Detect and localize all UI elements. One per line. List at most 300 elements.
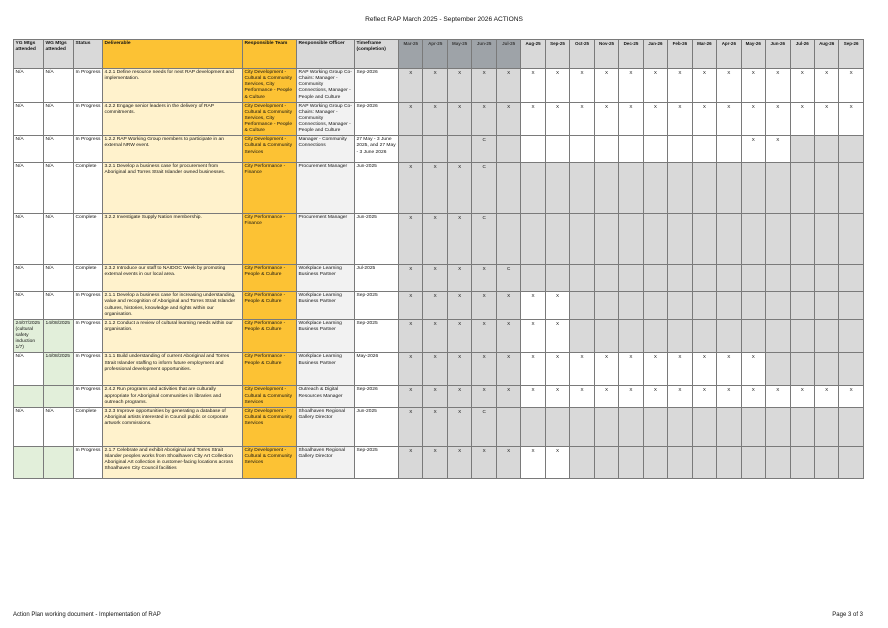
month-status-cell: X — [594, 386, 618, 407]
month-status-cell — [814, 292, 838, 320]
month-status-cell: X — [521, 292, 545, 320]
responsible-officer-cell: Workplace Learning Business Partner — [297, 265, 355, 292]
wg-mtgs-cell: N/A — [44, 69, 74, 103]
month-status-cell: X — [717, 386, 741, 407]
timeframe-cell: 27 May - 3 June 2025, and 27 May - 3 June 2026 — [355, 136, 399, 163]
month-status-cell — [741, 407, 765, 446]
month-status-cell: X — [423, 407, 447, 446]
timeframe-cell: Sep-2026 — [355, 102, 399, 136]
month-status-cell: X — [496, 446, 520, 478]
month-status-cell — [399, 136, 423, 163]
status-cell: In Progress — [74, 386, 103, 407]
table-row — [14, 163, 864, 214]
month-status-cell: X — [570, 102, 594, 136]
month-status-cell: X — [496, 319, 520, 353]
month-status-cell — [545, 214, 569, 265]
month-status-cell — [766, 319, 790, 353]
month-status-cell — [790, 214, 814, 265]
status-cell: In Progress — [74, 292, 103, 320]
month-status-cell — [570, 136, 594, 163]
month-status-cell: X — [447, 407, 471, 446]
month-status-cell — [839, 292, 863, 320]
table-row — [14, 446, 864, 478]
yg-mtgs-cell: N/A — [14, 102, 44, 136]
month-status-cell: X — [496, 292, 520, 320]
month-status-cell: X — [472, 446, 496, 478]
month-status-cell: C — [472, 136, 496, 163]
month-status-cell: X — [668, 386, 692, 407]
month-status-cell: X — [545, 69, 569, 103]
month-status-cell: X — [717, 69, 741, 103]
month-status-cell: X — [399, 407, 423, 446]
responsible-officer-cell: Workplace Learning Business Partner — [297, 353, 355, 386]
deliverable-cell: 3.1.1 Build understanding of current Aboriginal and Torres Strait Islander staffing to inform future employment and professional development opportunities. — [103, 353, 243, 386]
month-status-cell — [643, 292, 667, 320]
wg-mtgs-cell — [44, 386, 74, 407]
month-status-cell: X — [399, 446, 423, 478]
month-status-cell: X — [521, 386, 545, 407]
status-cell: In Progress — [74, 136, 103, 163]
table-row — [14, 102, 864, 136]
month-status-cell: X — [399, 163, 423, 214]
month-status-cell — [692, 292, 716, 320]
month-status-cell: C — [472, 214, 496, 265]
deliverable-cell: 2.1.7 Celebrate and exhibit Aboriginal and Torres Strait Islander peoples works from Shoalhaven City Art Collection Aboriginal Art collection in customer-facing locations across Shoalhaven City Council facilities — [103, 446, 243, 478]
month-status-cell — [839, 265, 863, 292]
month-status-cell — [521, 265, 545, 292]
responsible-team-cell: City Performance - People & Culture — [243, 265, 297, 292]
month-status-cell — [619, 292, 643, 320]
month-status-cell — [814, 163, 838, 214]
header-row — [14, 40, 864, 69]
month-header: Sep-26 — [839, 40, 863, 69]
month-status-cell: X — [717, 353, 741, 386]
month-header: Dec-25 — [619, 40, 643, 69]
month-status-cell — [643, 163, 667, 214]
month-status-cell: X — [399, 102, 423, 136]
responsible-officer-cell: Procurement Manager — [297, 163, 355, 214]
month-status-cell: X — [839, 69, 863, 103]
col-header-officer: Responsible Officer — [297, 40, 355, 69]
month-status-cell: X — [668, 353, 692, 386]
month-header: May-26 — [741, 40, 765, 69]
month-status-cell — [741, 319, 765, 353]
timeframe-cell: Sep-2026 — [355, 69, 399, 103]
month-status-cell — [668, 136, 692, 163]
month-status-cell: X — [423, 292, 447, 320]
month-status-cell: X — [545, 319, 569, 353]
status-cell: Complete — [74, 163, 103, 214]
month-status-cell: X — [814, 102, 838, 136]
month-status-cell: X — [619, 386, 643, 407]
wg-mtgs-cell: 14/08/2025 — [44, 319, 74, 353]
month-status-cell: X — [814, 69, 838, 103]
wg-mtgs-cell: N/A — [44, 407, 74, 446]
month-status-cell — [814, 407, 838, 446]
table-body — [14, 69, 864, 479]
month-status-cell — [790, 163, 814, 214]
month-status-cell: X — [423, 163, 447, 214]
month-status-cell — [668, 319, 692, 353]
col-header-yg: YG Mtgs attended — [14, 40, 44, 69]
month-status-cell: X — [790, 102, 814, 136]
action-plan-table — [13, 39, 864, 479]
month-header: Apr-25 — [423, 40, 447, 69]
month-status-cell: X — [399, 353, 423, 386]
responsible-officer-cell: Manager - Community Connections — [297, 136, 355, 163]
month-status-cell: X — [521, 353, 545, 386]
deliverable-cell: 2.1.2 Conduct a review of cultural learning needs within our organisation. — [103, 319, 243, 353]
month-status-cell: X — [570, 69, 594, 103]
yg-mtgs-cell: N/A — [14, 136, 44, 163]
month-status-cell: X — [423, 446, 447, 478]
month-status-cell — [570, 292, 594, 320]
deliverable-cell: 4.2.1 Define resource needs for next RAP development and implementation. — [103, 69, 243, 103]
responsible-officer-cell: Workplace Learning Business Partner — [297, 292, 355, 320]
month-status-cell — [814, 319, 838, 353]
month-status-cell: C — [496, 265, 520, 292]
month-status-cell — [814, 446, 838, 478]
month-status-cell: X — [545, 102, 569, 136]
month-status-cell: X — [447, 163, 471, 214]
col-header-deliverable: Deliverable — [103, 40, 243, 69]
month-status-cell — [717, 407, 741, 446]
month-status-cell — [790, 319, 814, 353]
month-status-cell — [619, 446, 643, 478]
month-status-cell — [790, 265, 814, 292]
timeframe-cell: Sep-2025 — [355, 292, 399, 320]
month-status-cell — [717, 446, 741, 478]
deliverable-cell: 2.4.2 Run programs and activities that are culturally appropriate for Aboriginal communities in libraries and outreach programs. — [103, 386, 243, 407]
wg-mtgs-cell: N/A — [44, 102, 74, 136]
month-status-cell — [839, 407, 863, 446]
month-status-cell — [717, 292, 741, 320]
status-cell: Complete — [74, 265, 103, 292]
month-status-cell: X — [423, 102, 447, 136]
wg-mtgs-cell: N/A — [44, 136, 74, 163]
month-status-cell — [594, 319, 618, 353]
month-status-cell: X — [545, 292, 569, 320]
month-status-cell — [570, 163, 594, 214]
month-header: Jun-25 — [472, 40, 496, 69]
month-status-cell: X — [423, 319, 447, 353]
month-status-cell — [594, 214, 618, 265]
month-status-cell — [594, 265, 618, 292]
month-status-cell — [545, 163, 569, 214]
deliverable-cell: 3.2.1 Develop a business case for procurement from Aboriginal and Torres Strait Islander owned businesses. — [103, 163, 243, 214]
yg-mtgs-cell: N/A — [14, 265, 44, 292]
month-status-cell — [619, 136, 643, 163]
deliverable-cell: 3.2.2 Investigate Supply Nation membership. — [103, 214, 243, 265]
yg-mtgs-cell: N/A — [14, 407, 44, 446]
month-status-cell — [692, 407, 716, 446]
month-status-cell: C — [472, 407, 496, 446]
month-status-cell: X — [399, 319, 423, 353]
month-status-cell — [790, 292, 814, 320]
month-status-cell: X — [643, 386, 667, 407]
table-row — [14, 265, 864, 292]
col-header-timeframe: Timeframe (completion) — [355, 40, 399, 69]
month-status-cell — [496, 163, 520, 214]
month-status-cell: X — [839, 102, 863, 136]
month-status-cell — [790, 353, 814, 386]
table-row — [14, 69, 864, 103]
timeframe-cell: Jun-2025 — [355, 163, 399, 214]
month-status-cell: X — [423, 386, 447, 407]
month-status-cell — [594, 292, 618, 320]
month-status-cell: X — [717, 102, 741, 136]
month-status-cell — [594, 163, 618, 214]
timeframe-cell: May-2026 — [355, 353, 399, 386]
responsible-team-cell: City Development - Cultural & Community Services, City Performance - People & Culture — [243, 102, 297, 136]
month-status-cell — [814, 265, 838, 292]
month-status-cell: X — [668, 69, 692, 103]
month-status-cell: X — [472, 265, 496, 292]
month-status-cell: X — [545, 446, 569, 478]
month-status-cell — [717, 319, 741, 353]
month-status-cell: X — [447, 446, 471, 478]
month-header: Aug-26 — [814, 40, 838, 69]
table-row — [14, 292, 864, 320]
month-header: Jun-26 — [766, 40, 790, 69]
responsible-officer-cell: RAP Working Group Co-Chairs: Manager - Community Connections, Manager - People and Culture — [297, 102, 355, 136]
month-status-cell — [717, 136, 741, 163]
status-cell: In Progress — [74, 102, 103, 136]
month-status-cell — [643, 265, 667, 292]
month-header: Apr-26 — [717, 40, 741, 69]
month-status-cell — [766, 265, 790, 292]
month-status-cell: X — [692, 102, 716, 136]
month-status-cell: X — [447, 292, 471, 320]
month-status-cell: X — [619, 353, 643, 386]
month-status-cell — [496, 214, 520, 265]
month-status-cell — [619, 265, 643, 292]
month-status-cell — [619, 214, 643, 265]
month-header: May-25 — [447, 40, 471, 69]
month-status-cell — [741, 446, 765, 478]
yg-mtgs-cell — [14, 386, 44, 407]
month-status-cell: X — [423, 214, 447, 265]
month-header: Jan-26 — [643, 40, 667, 69]
footer-page-number: Page 3 of 3 — [832, 612, 863, 618]
table-row — [14, 214, 864, 265]
month-status-cell — [717, 163, 741, 214]
month-status-cell — [545, 136, 569, 163]
month-status-cell — [741, 214, 765, 265]
month-status-cell — [668, 163, 692, 214]
month-status-cell — [570, 319, 594, 353]
month-status-cell: X — [447, 214, 471, 265]
month-status-cell: X — [472, 386, 496, 407]
month-status-cell — [692, 446, 716, 478]
month-status-cell: X — [423, 69, 447, 103]
month-status-cell — [570, 265, 594, 292]
col-header-status: Status — [74, 40, 103, 69]
timeframe-cell: Jun-2025 — [355, 214, 399, 265]
table-row — [14, 407, 864, 446]
month-header: Mar-25 — [399, 40, 423, 69]
month-status-cell — [814, 353, 838, 386]
month-status-cell: X — [472, 319, 496, 353]
month-status-cell: X — [766, 386, 790, 407]
month-status-cell — [741, 265, 765, 292]
yg-mtgs-cell: N/A — [14, 353, 44, 386]
month-status-cell: X — [545, 353, 569, 386]
responsible-officer-cell: Workplace Learning Business Partner — [297, 319, 355, 353]
month-status-cell — [570, 214, 594, 265]
responsible-team-cell: City Development - Cultural & Community Services, City Performance - People & Culture — [243, 69, 297, 103]
month-status-cell — [619, 407, 643, 446]
month-status-cell — [766, 353, 790, 386]
month-status-cell: X — [521, 319, 545, 353]
month-status-cell: X — [594, 69, 618, 103]
month-status-cell — [790, 446, 814, 478]
month-status-cell: X — [643, 102, 667, 136]
month-status-cell — [496, 407, 520, 446]
month-status-cell — [839, 214, 863, 265]
month-status-cell: X — [521, 446, 545, 478]
deliverable-cell: 2.3.2 Introduce our staff to NAIDOC Week by promoting external events in our local area. — [103, 265, 243, 292]
responsible-officer-cell: Shoalhaven Regional Gallery Director — [297, 446, 355, 478]
month-status-cell: X — [766, 136, 790, 163]
responsible-team-cell: City Development - Cultural & Community Services — [243, 386, 297, 407]
month-status-cell — [839, 163, 863, 214]
month-status-cell — [496, 136, 520, 163]
month-status-cell: X — [790, 386, 814, 407]
responsible-team-cell: City Performance - People & Culture — [243, 292, 297, 320]
month-status-cell — [717, 214, 741, 265]
month-status-cell — [814, 136, 838, 163]
status-cell: In Progress — [74, 353, 103, 386]
status-cell: Complete — [74, 214, 103, 265]
month-status-cell — [741, 292, 765, 320]
deliverable-cell: 4.2.2 Engage senior leaders in the delivery of RAP commitments. — [103, 102, 243, 136]
month-header: Feb-26 — [668, 40, 692, 69]
status-cell: Complete — [74, 407, 103, 446]
month-status-cell: X — [447, 386, 471, 407]
responsible-team-cell: City Development - Cultural & Community Services — [243, 446, 297, 478]
month-status-cell: X — [496, 386, 520, 407]
month-status-cell: X — [399, 214, 423, 265]
month-status-cell: X — [570, 353, 594, 386]
timeframe-cell: Sep-2026 — [355, 386, 399, 407]
month-status-cell — [643, 214, 667, 265]
col-header-wg: WG Mtgs attended — [44, 40, 74, 69]
yg-mtgs-cell: 24/07/2025 (cultural safety induction 1/7) — [14, 319, 44, 353]
month-status-cell: X — [447, 102, 471, 136]
month-status-cell: X — [668, 102, 692, 136]
yg-mtgs-cell: N/A — [14, 292, 44, 320]
month-status-cell — [668, 292, 692, 320]
month-status-cell — [692, 265, 716, 292]
month-status-cell: X — [741, 353, 765, 386]
month-status-cell: X — [766, 102, 790, 136]
month-status-cell: X — [521, 102, 545, 136]
table-row — [14, 136, 864, 163]
month-status-cell — [839, 353, 863, 386]
month-status-cell: X — [594, 102, 618, 136]
month-status-cell — [619, 163, 643, 214]
month-status-cell: X — [521, 69, 545, 103]
month-status-cell: X — [447, 265, 471, 292]
month-status-cell: X — [472, 292, 496, 320]
month-status-cell: X — [692, 353, 716, 386]
month-status-cell: X — [741, 386, 765, 407]
responsible-team-cell: City Development - Cultural & Community Services — [243, 136, 297, 163]
month-status-cell — [545, 407, 569, 446]
month-status-cell: X — [399, 69, 423, 103]
month-status-cell: X — [839, 386, 863, 407]
wg-mtgs-cell: N/A — [44, 214, 74, 265]
month-status-cell: X — [814, 386, 838, 407]
month-status-cell — [643, 446, 667, 478]
month-status-cell: X — [447, 69, 471, 103]
month-status-cell: X — [741, 136, 765, 163]
wg-mtgs-cell: N/A — [44, 265, 74, 292]
month-status-cell: X — [692, 69, 716, 103]
month-status-cell — [521, 163, 545, 214]
deliverable-cell: 1.2.2 RAP Working Group members to participate in an external NRW event. — [103, 136, 243, 163]
month-status-cell — [619, 319, 643, 353]
wg-mtgs-cell: N/A — [44, 292, 74, 320]
month-status-cell: X — [472, 353, 496, 386]
month-status-cell: X — [545, 386, 569, 407]
month-header: Mar-26 — [692, 40, 716, 69]
responsible-team-cell: City Performance - Finance — [243, 163, 297, 214]
wg-mtgs-cell — [44, 446, 74, 478]
month-status-cell — [766, 292, 790, 320]
status-cell: In Progress — [74, 446, 103, 478]
responsible-team-cell: City Performance - People & Culture — [243, 319, 297, 353]
month-status-cell: X — [423, 353, 447, 386]
month-status-cell — [766, 446, 790, 478]
month-status-cell — [643, 407, 667, 446]
responsible-officer-cell: Shoalhaven Regional Gallery Director — [297, 407, 355, 446]
yg-mtgs-cell: N/A — [14, 69, 44, 103]
month-status-cell — [741, 163, 765, 214]
timeframe-cell: Sep-2025 — [355, 446, 399, 478]
month-status-cell: X — [741, 102, 765, 136]
month-status-cell — [766, 163, 790, 214]
month-status-cell — [839, 136, 863, 163]
month-status-cell — [594, 136, 618, 163]
responsible-team-cell: City Performance - Finance — [243, 214, 297, 265]
month-status-cell — [839, 319, 863, 353]
month-status-cell: X — [766, 69, 790, 103]
yg-mtgs-cell: N/A — [14, 163, 44, 214]
month-status-cell — [668, 407, 692, 446]
month-status-cell — [766, 214, 790, 265]
month-status-cell — [766, 407, 790, 446]
month-status-cell — [717, 265, 741, 292]
month-status-cell — [668, 265, 692, 292]
month-header: Jul-25 — [496, 40, 520, 69]
month-status-cell: C — [472, 163, 496, 214]
month-status-cell — [521, 136, 545, 163]
month-status-cell: X — [447, 353, 471, 386]
deliverable-cell: 3.2.3 Improve opportunities by generating a database of Aboriginal artists interested in Council public or corporate artwork commissions. — [103, 407, 243, 446]
month-status-cell: X — [423, 265, 447, 292]
col-header-team: Responsible Team — [243, 40, 297, 69]
month-header: Jul-26 — [790, 40, 814, 69]
month-status-cell — [668, 446, 692, 478]
wg-mtgs-cell: 14/08/2025 — [44, 353, 74, 386]
table-row — [14, 386, 864, 407]
month-status-cell: X — [790, 69, 814, 103]
responsible-officer-cell: Outreach & Digital Resources Manager — [297, 386, 355, 407]
month-status-cell: X — [594, 353, 618, 386]
timeframe-cell: Jul-2025 — [355, 265, 399, 292]
